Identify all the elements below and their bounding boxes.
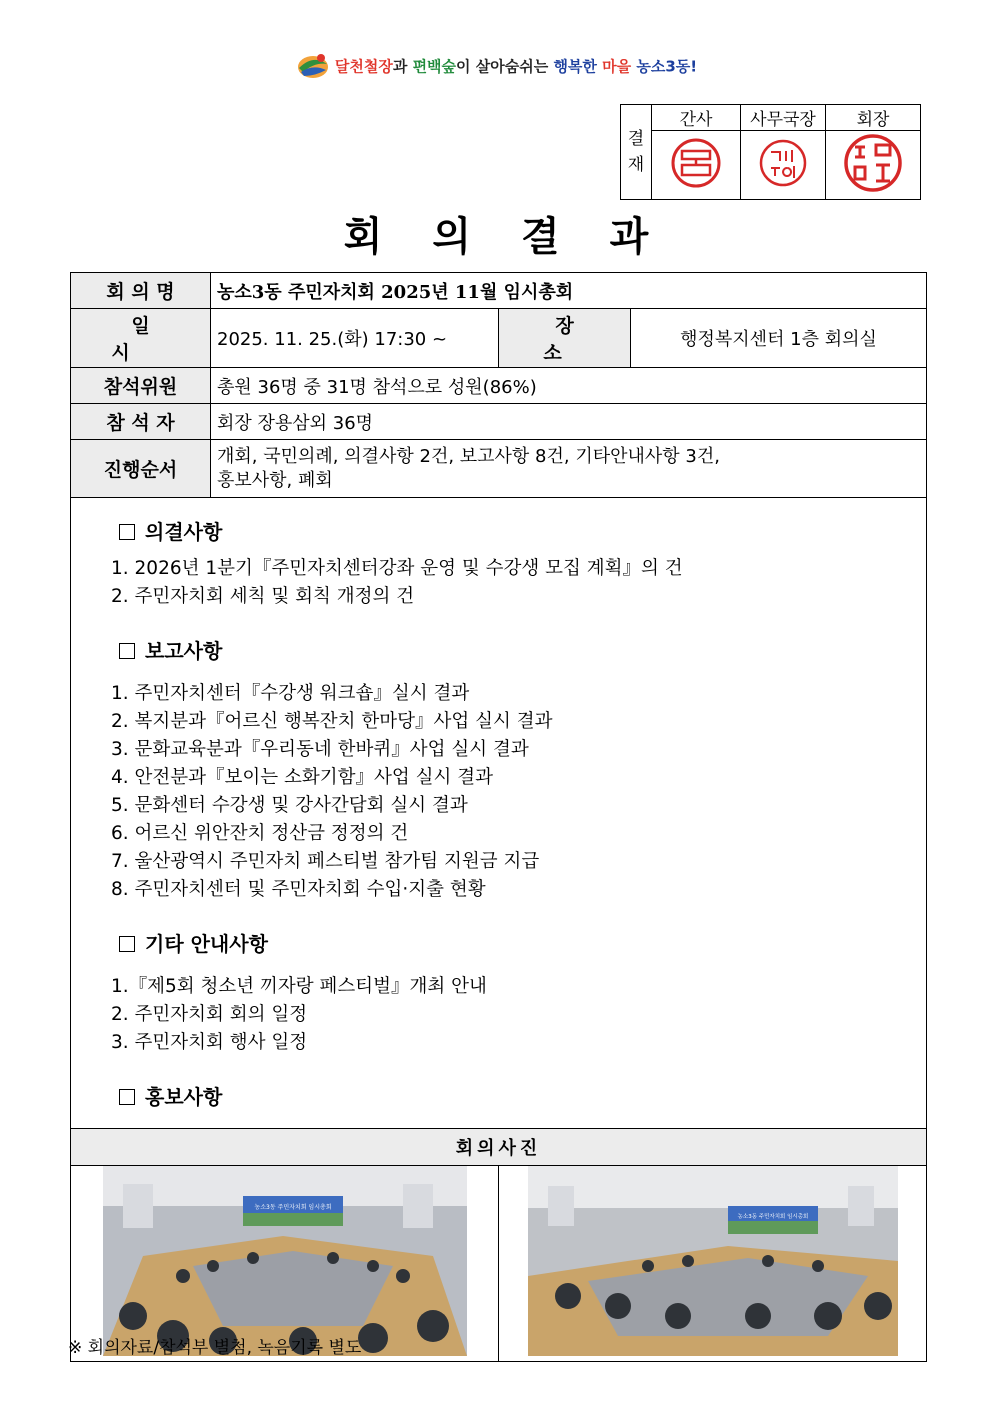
checkbox-square-icon	[119, 643, 135, 659]
slogan-part: 달천철장	[334, 57, 393, 76]
approval-role-chairman: 회장	[826, 105, 921, 131]
list-item: 1.『제5회 청소년 끼자랑 페스티벌』개최 안내	[111, 976, 487, 997]
slogan-part: 마을	[602, 57, 632, 76]
meeting-photo-left-image	[103, 1166, 467, 1356]
slogan-part: 행복한	[553, 57, 597, 76]
village-logo-icon	[295, 50, 331, 84]
agenda-label: 진행순서	[71, 440, 211, 498]
others-title-text: 기타 안내사항	[145, 932, 268, 956]
resolutions-section	[111, 516, 926, 611]
list-item: 1. 주민자치센터『수강생 워크숍』실시 결과	[111, 683, 470, 704]
reports-title-text: 보고사항	[145, 639, 223, 663]
committee-label: 참석위원	[71, 368, 211, 404]
meeting-name-label: 회 의 명	[71, 273, 211, 309]
agenda-value	[211, 440, 927, 498]
footnote: ※ 회의자료/참석부 별첨, 녹음기록 별도	[68, 1338, 362, 1358]
promo-title-text: 홍보사항	[145, 1085, 223, 1109]
checkbox-square-icon	[119, 936, 135, 952]
slogan-part: 이 살아숨쉬는	[456, 57, 554, 76]
slogan-text	[335, 58, 697, 76]
list-item: 2. 주민자치회 회의 일정	[111, 1004, 308, 1025]
agenda-line-1: 개회, 국민의례, 의결사항 2건, 보고사항 8건, 기타안내사항 3건,	[217, 445, 720, 467]
list-item: 4. 안전분과『보이는 소화기함』사업 실시 결과	[111, 767, 493, 788]
meeting-name-value: 농소3동 주민자치회 2025년 11월 임시총회	[211, 273, 927, 309]
section-title-promo	[119, 1081, 926, 1110]
list-item: 5. 문화센터 수강생 및 강사간담회 실시 결과	[111, 795, 468, 816]
photo-banner-text-2: 농소3동 주민자치회 임시총회	[737, 1214, 808, 1220]
attendees-label: 참 석 자	[71, 404, 211, 440]
seal-chairman	[826, 131, 921, 200]
approval-side-char-1: 결	[627, 129, 645, 149]
meeting-result-table	[70, 272, 927, 1362]
meeting-photo-right-image	[528, 1166, 898, 1356]
photo-banner-text-1: 농소3동 주민자치회 임시총회	[253, 1204, 332, 1211]
agenda-details	[71, 498, 927, 1129]
checkbox-square-icon	[119, 1089, 135, 1105]
section-title-resolutions	[119, 516, 926, 545]
slogan-part: 편백숲	[412, 57, 457, 76]
place-label: 장 소	[499, 309, 631, 368]
list-item: 2. 복지분과『어르신 행복잔치 한마당』사업 실시 결과	[111, 711, 553, 732]
others-section	[111, 928, 926, 1057]
checkbox-square-icon	[119, 524, 135, 540]
approval-box	[620, 104, 921, 200]
list-item: 1. 2026년 1분기『주민자치센터강좌 운영 및 수강생 모집 계획』의 건	[111, 558, 683, 579]
approval-side-label	[621, 105, 652, 200]
slogan-banner	[0, 50, 992, 84]
place-value: 행정복지센터 1층 회의실	[631, 309, 927, 368]
attendees-value: 회장 장용삼외 36명	[211, 404, 927, 440]
date-value: 2025. 11. 25.(화) 17:30 ~	[211, 309, 499, 368]
list-item: 2. 주민자치회 세칙 및 회칙 개정의 건	[111, 586, 415, 607]
chairman-seal-icon	[843, 133, 903, 193]
list-item: 6. 어르신 위안잔치 정산금 정정의 건	[111, 823, 409, 844]
director-seal-icon	[758, 138, 808, 188]
list-item: 3. 주민자치회 행사 일정	[111, 1032, 308, 1053]
committee-value: 총원 36명 중 31명 참석으로 성원(86%)	[211, 368, 927, 404]
reports-section	[111, 635, 926, 904]
date-label: 일 시	[71, 309, 211, 368]
slogan-part: 농소3동!	[636, 57, 698, 76]
seal-secretary	[652, 131, 741, 200]
section-title-reports	[119, 635, 926, 664]
secretary-seal-icon	[670, 137, 722, 189]
list-item: 8. 주민자치센터 및 주민자치회 수입·지출 현황	[111, 879, 486, 900]
seal-director	[741, 131, 826, 200]
approval-role-director: 사무국장	[741, 105, 826, 131]
approval-role-secretary: 간사	[652, 105, 741, 131]
page-title: 회의결과	[343, 213, 699, 260]
photos-header: 회의사진	[71, 1129, 927, 1166]
section-title-others	[119, 928, 926, 957]
list-item: 7. 울산광역시 주민자치 페스티벌 참가팀 지원금 지급	[111, 851, 540, 872]
approval-side-char-2: 재	[627, 155, 645, 175]
meeting-photo-2	[499, 1166, 927, 1362]
list-item: 3. 문화교육분과『우리동네 한바퀴』사업 실시 결과	[111, 739, 529, 760]
resolutions-title-text: 의결사항	[145, 520, 223, 544]
slogan-part: 과	[392, 57, 413, 76]
agenda-line-2: 홍보사항, 폐회	[217, 469, 333, 491]
